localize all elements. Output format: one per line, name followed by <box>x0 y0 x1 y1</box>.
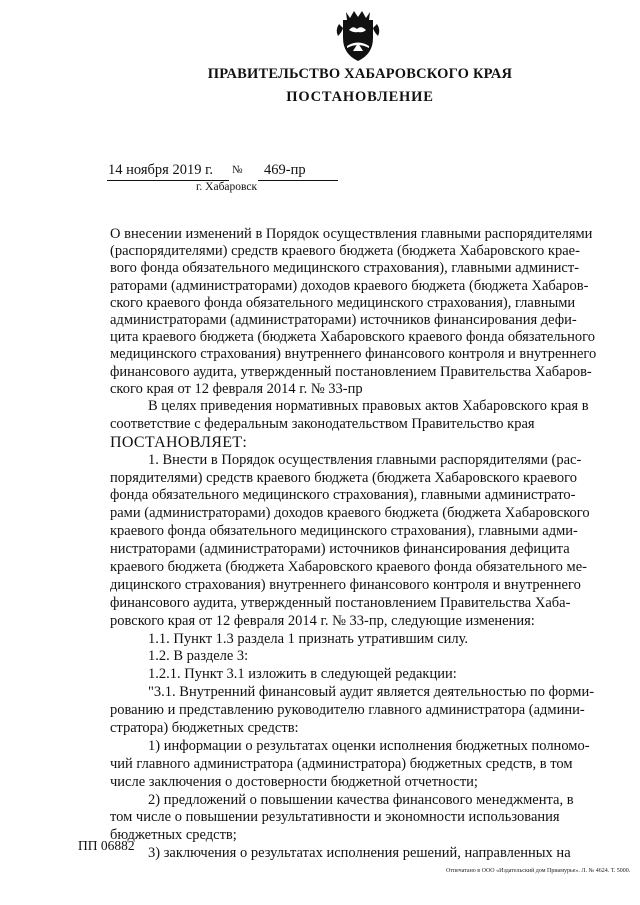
printer-imprint: Отпечатано в ООО «Издательский дом Приамурье». Л. № 4624. Т. 5000. <box>446 868 631 874</box>
document-body <box>110 398 620 863</box>
body-line: дицинского страхования) внутреннего финансового контроля и внутреннего <box>110 576 581 593</box>
subject-line: раторами (администраторами) доходов краевого бюджета (бюджета Хабаров- <box>110 277 589 294</box>
body-line: краевого бюджета (бюджета Хабаровского краевого фонда обязательного ме- <box>110 559 587 576</box>
body-line: рами (администраторами) доходов краевого бюджета (бюджета Хабаровского <box>110 505 590 522</box>
body-line: "3.1. Внутренний финансовый аудит является деятельностью по форми- <box>148 684 595 701</box>
body-line: ровского края от 12 февраля 2014 г. № 33-пр, следующие изменения: <box>110 612 535 629</box>
subject-line: администраторами (администраторами) источников финансирования дефи- <box>110 311 577 328</box>
body-line: 1.2. В разделе 3: <box>148 648 249 665</box>
body-line: В целях приведения нормативных правовых актов Хабаровского края в <box>148 398 589 414</box>
body-line: стратора) бюджетных средств: <box>110 720 299 737</box>
subject-line: (распорядителями) средств краевого бюджета (бюджета Хабаровского крае- <box>110 243 580 260</box>
document-code: ПП 06882 <box>78 838 135 853</box>
city-label: г. Хабаровск <box>196 181 258 193</box>
subject-line: ского краевого фонда обязательного медицинского страхования), главными <box>110 294 576 311</box>
resolution-keyword: ПОСТАНОВЛЯЕТ: <box>110 433 248 451</box>
body-line: нистраторами (администраторами) источников финансирования дефицита <box>110 541 570 558</box>
document-subject <box>110 226 596 398</box>
subject-line: медицинского страхования) внутреннего финансового контроля и внутреннего <box>110 346 597 363</box>
subject-line: ского края от 12 февраля 2014 г. № 33-пр <box>110 380 363 397</box>
document-date: 14 ноября 2019 г. <box>108 162 214 178</box>
number-underline <box>258 180 338 181</box>
subject-line: вого фонда обязательного медицинского страхования), главными админист- <box>110 260 580 277</box>
body-line: порядителями) средств краевого бюджета (бюджета Хабаровского краевого <box>110 469 577 486</box>
government-title: ПРАВИТЕЛЬСТВО ХАБАРОВСКОГО КРАЯ <box>207 66 513 82</box>
body-line: краевого фонда обязательного медицинского страхования), главными адми- <box>110 523 578 540</box>
body-line: чий главного администратора (администратора) бюджетных средств, в том <box>110 755 573 772</box>
body-line: рованию и представлению руководителю главного администратора (админи- <box>110 702 585 719</box>
body-line: 2) предложений о повышении качества финансового менеджмента, в <box>148 791 574 808</box>
number-label: № <box>232 164 243 176</box>
body-line: бюджетных средств; <box>110 827 237 844</box>
subject-line: О внесении изменений в Порядок осуществления главными распорядителями <box>110 226 593 242</box>
body-line: соответствие с федеральным законодательством Правительство края <box>110 415 535 432</box>
document-number: 469-пр <box>264 162 306 178</box>
body-line: 1.2.1. Пункт 3.1 изложить в следующей редакции: <box>148 666 457 683</box>
body-line: 3) заключения о результатах исполнения решений, направленных на <box>148 845 571 862</box>
document-type-title: ПОСТАНОВЛЕНИЕ <box>286 89 434 105</box>
body-line: 1) информации о результатах оценки исполнения бюджетных полномо- <box>148 737 590 754</box>
subject-line: цита краевого бюджета (бюджета Хабаровского краевого фонда обязательного <box>110 329 596 346</box>
body-line: том числе о повышении результативности и экономности использования <box>110 809 560 826</box>
body-line: 1. Внести в Порядок осуществления главными распорядителями (рас- <box>148 451 582 468</box>
body-line: финансового аудита, утвержденный постановлением Правительства Хаба- <box>110 594 571 611</box>
subject-line: финансового аудита, утвержденный постановлением Правительства Хабаров- <box>110 363 592 380</box>
body-line: 1.1. Пункт 1.3 раздела 1 признать утратившим силу. <box>148 630 469 647</box>
body-line: фонда обязательного медицинского страхования), главными администрато- <box>110 487 576 504</box>
coat-of-arms-icon <box>333 6 383 64</box>
body-line: числе заключения о достоверности бюджетной отчетности; <box>110 773 478 790</box>
